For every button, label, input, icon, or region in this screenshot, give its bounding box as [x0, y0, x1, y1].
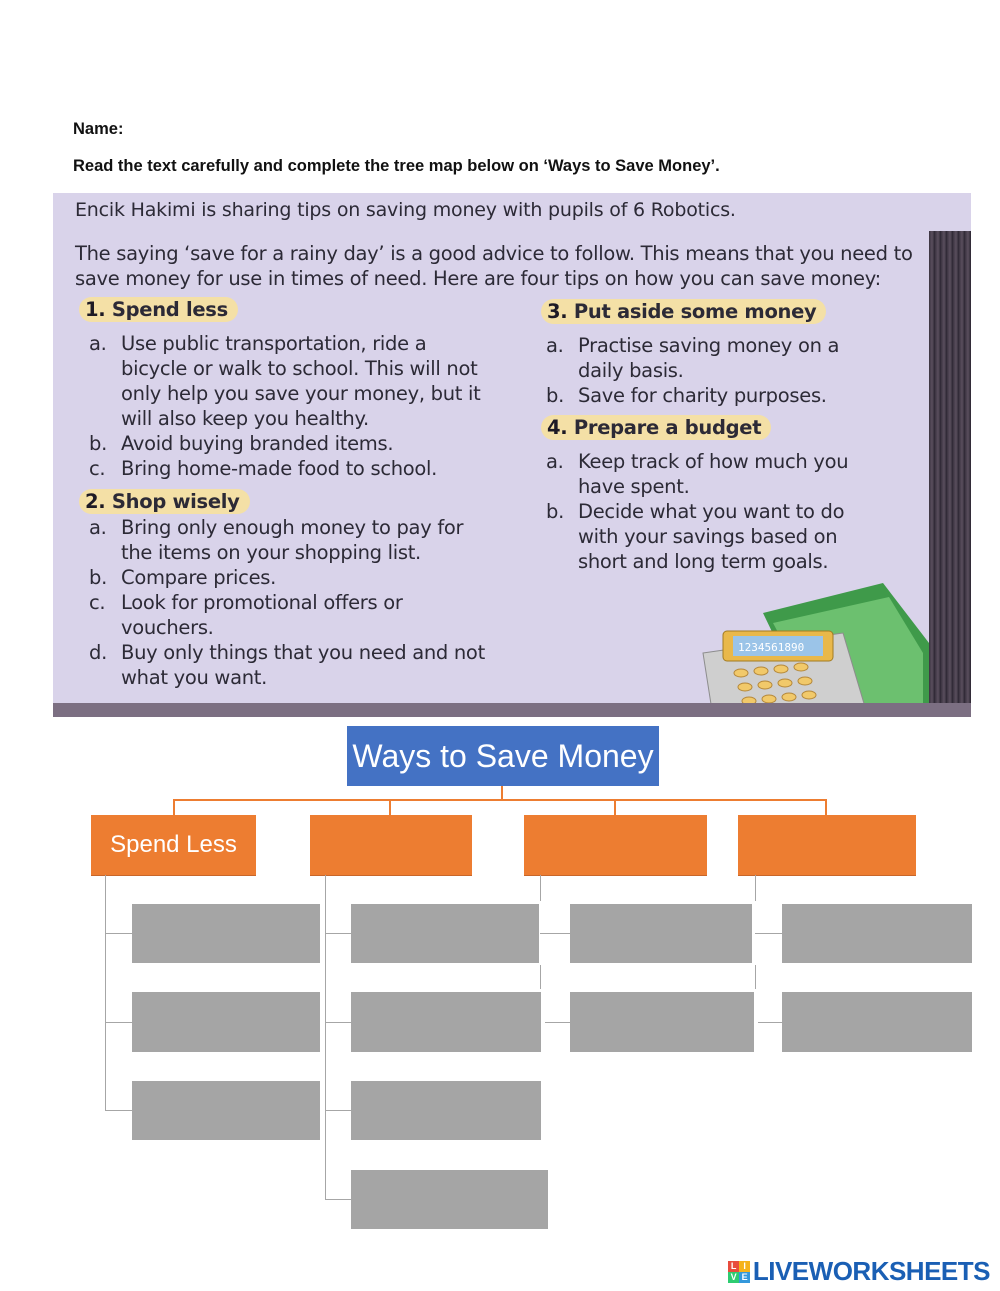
branch-spend-less: Spend Less	[91, 815, 256, 876]
logo-text: LIVEWORKSHEETS	[752, 1256, 990, 1286]
connector	[105, 1022, 132, 1023]
list-item: c. Look for promotional offers or vouchers.	[89, 591, 403, 639]
connector	[105, 1110, 132, 1111]
branch-3-blank[interactable]	[524, 815, 707, 876]
branch-4-blank[interactable]	[738, 815, 916, 876]
list-item: b. Avoid buying branded items.	[89, 432, 394, 455]
textbook-excerpt	[53, 193, 971, 717]
list-item: a. Use public transportation, ride a bicycle or walk to school. This will not only help you save your money, but it will also keep you healthy.	[89, 332, 481, 430]
name-label: Name:	[73, 120, 124, 138]
list-item: a. Keep track of how much you have spent.	[546, 450, 849, 498]
list-item: a. Practise saving money on a daily basis.	[546, 334, 840, 382]
tip-3-items	[546, 333, 886, 408]
connector	[325, 1022, 351, 1023]
answer-slot[interactable]	[570, 904, 752, 963]
list-item: b. Compare prices.	[89, 566, 277, 589]
connector	[325, 933, 351, 934]
intro-paragraph: The saying ‘save for a rainy day’ is a good advice to follow. This means that you need to save money for use in times of need. Here are four tips on how you can save money:	[75, 242, 913, 290]
branch-bus	[173, 799, 827, 801]
book-bottom-edge	[53, 703, 971, 717]
list-item: d. Buy only things that you need and not what you want.	[89, 641, 485, 689]
answer-slot[interactable]	[570, 992, 754, 1052]
branch-3-spine	[540, 875, 541, 901]
connector	[325, 1199, 351, 1200]
root-connector	[501, 786, 503, 800]
tip-2-heading: 2. Shop wisely	[79, 489, 250, 514]
tip-4-heading: 4. Prepare a budget	[541, 415, 771, 440]
branch-1-spine	[105, 875, 106, 1111]
branch-4-spine	[755, 965, 756, 989]
tree-root: Ways to Save Money	[347, 726, 659, 786]
connector	[755, 933, 782, 934]
branch-1-connector	[173, 799, 175, 815]
answer-slot[interactable]	[351, 992, 541, 1052]
branch-2-spine	[325, 875, 326, 1200]
calculator-illustration	[693, 573, 929, 717]
list-item: a. Bring only enough money to pay for the items on your shopping list.	[89, 516, 464, 564]
connector	[105, 933, 132, 934]
answer-slot[interactable]	[351, 1170, 548, 1229]
list-item: b. Save for charity purposes.	[546, 384, 827, 407]
logo-cube-icon: L I V E	[728, 1261, 750, 1283]
answer-slot[interactable]	[351, 1081, 541, 1140]
connector	[540, 933, 570, 934]
instruction-text: Read the text carefully and complete the tree map below on ‘Ways to Save Money’.	[73, 157, 720, 175]
answer-slot[interactable]	[351, 904, 539, 963]
calculator-display: 1234561890	[738, 641, 805, 654]
answer-slot[interactable]	[132, 1081, 320, 1140]
intro-text: Encik Hakimi is sharing tips on saving money with pupils of 6 Robotics.	[75, 199, 736, 221]
answer-slot[interactable]	[782, 992, 972, 1052]
liveworksheets-logo	[728, 1256, 990, 1287]
branch-4-connector	[825, 799, 827, 815]
branch-3-spine	[540, 965, 541, 989]
branch-2-blank[interactable]	[310, 815, 472, 876]
branch-2-connector	[389, 799, 391, 815]
tip-4-items	[546, 449, 866, 574]
branch-4-spine	[755, 875, 756, 901]
tip-2-items	[89, 515, 489, 690]
list-item: c. Bring home-made food to school.	[89, 457, 438, 480]
connector	[325, 1110, 351, 1111]
tip-3-heading: 3. Put aside some money	[541, 299, 826, 324]
answer-slot[interactable]	[132, 992, 320, 1052]
connector	[758, 1022, 782, 1023]
connector	[545, 1022, 570, 1023]
list-item: b. Decide what you want to do with your savings based on short and long term goals.	[546, 500, 845, 573]
tip-1-heading: 1. Spend less	[79, 297, 238, 322]
answer-slot[interactable]	[132, 904, 320, 963]
branch-3-connector	[614, 799, 616, 815]
tip-1-items	[89, 331, 489, 481]
answer-slot[interactable]	[782, 904, 972, 963]
book-edge	[929, 231, 971, 717]
